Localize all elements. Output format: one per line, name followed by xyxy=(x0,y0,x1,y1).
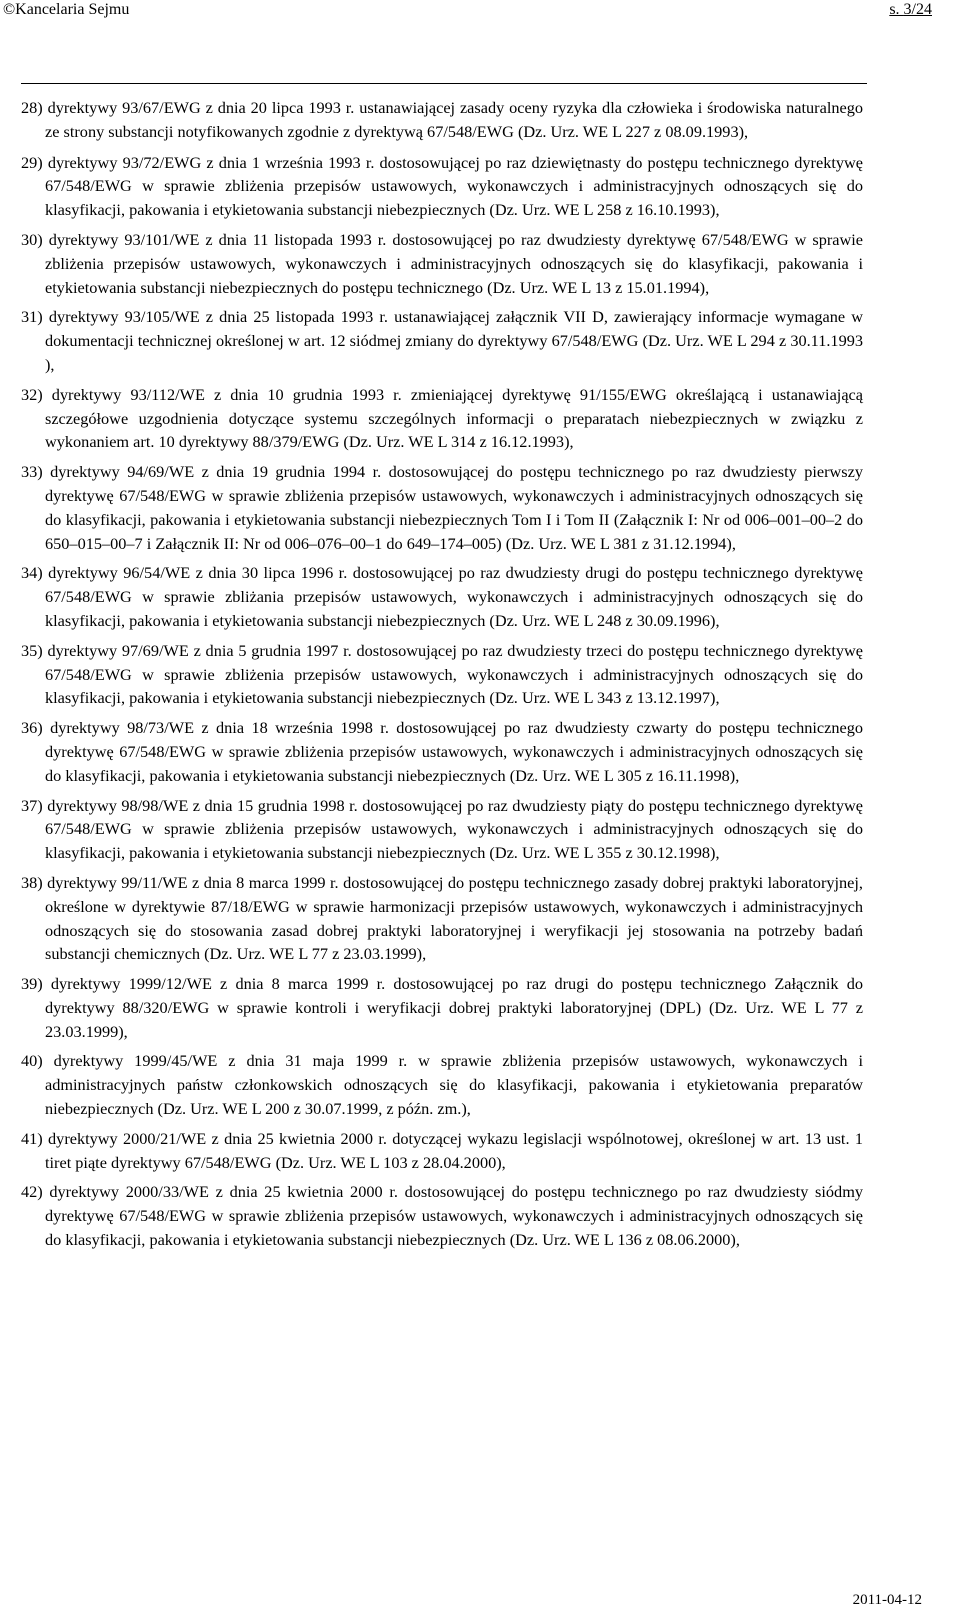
list-item: 35) dyrektywy 97/69/WE z dnia 5 grudnia 1997 r. dostosowującej po raz dwudziesty trzeci do postępu technicznego dyrektywę 67/548/EWG w sprawie zbliżenia przepisów ustawowych, wykonawczych i administracyjnych odnoszących się do klasyfikacji, pakowania i etykietowania substancji niebezpiecznych (Dz. Urz. WE L 343 z 13.12.1997), xyxy=(21,640,863,708)
list-item: 30) dyrektywy 93/101/WE z dnia 11 listopada 1993 r. dostosowującej po raz dwudziesty dyrektywę 67/548/EWG w sprawie zbliżenia przepisów ustawowych, wykonawczych i administracyjnych odnoszących się do klasyfikacji, pakowania i etykietowania substancji niebezpiecznych do postępu technicznego (Dz. Urz. WE L 13 z 15.01.1994), xyxy=(21,229,863,297)
page-header xyxy=(0,0,960,24)
list-item: 41) dyrektywy 2000/21/WE z dnia 25 kwietnia 2000 r. dotyczącej wykazu legislacji wspólnotowej, określonej w art. 13 ust. 1 tiret piąte dyrektywy 67/548/EWG (Dz. Urz. WE L 103 z 28.04.2000), xyxy=(21,1128,863,1172)
copyright-label: ©Kancelaria Sejmu xyxy=(3,1,130,18)
list-item: 29) dyrektywy 93/72/EWG z dnia 1 września 1993 r. dostosowującej po raz dziewiętnasty do postępu technicznego dyrektywę 67/548/EWG w sprawie zbliżenia przepisów ustawowych, wykonawczych i administracyjnych odnoszących się do klasyfikacji, pakowania i etykietowania substancji niebezpiecznych (Dz. Urz. WE L 258 z 16.10.1993), xyxy=(21,152,863,220)
list-item: 33) dyrektywy 94/69/WE z dnia 19 grudnia 1994 r. dostosowującej do postępu technicznego po raz dwudziesty pierwszy dyrektywę 67/548/EWG w sprawie zbliżenia przepisów ustawowych, wykonawczych i administracyjnych odnoszących się do klasyfikacji, pakowania i etykietowania substancji niebezpiecznych Tom I i Tom II (Załącznik I: Nr od 006–001–00–2 do 650–015–00–7 i Załącznik II: Nr od 006–076–00–1 do 649–174–005) (Dz. Urz. WE L 381 z 31.12.1994), xyxy=(21,462,863,553)
page-number[interactable] xyxy=(889,1,932,19)
list-item: 34) dyrektywy 96/54/WE z dnia 30 lipca 1996 r. dostosowującej po raz dwudziesty drugi do postępu technicznego dyrektywę 67/548/EWG w sprawie zbliżania przepisów ustawowych, wykonawczych i administracyjnych odnoszących się do klasyfikacji, pakowania i etykietowania substancji niebezpiecznych (Dz. Urz. WE L 248 z 30.09.1996), xyxy=(21,563,863,630)
page-prefix: s. xyxy=(889,1,904,18)
list-item: 28) dyrektywy 93/67/EWG z dnia 20 lipca 1993 r. ustanawiającej zasady oceny ryzyka dla człowieka i środowiska naturalnego ze strony substancji notyfikowanych zgodnie z dyrektywą 67/548/EWG (Dz. Urz. WE L 227 z 08.09.1993), xyxy=(21,98,863,141)
directive-list xyxy=(21,96,863,1258)
list-item: 37) dyrektywy 98/98/WE z dnia 15 grudnia 1998 r. dostosowującej po raz dwudziesty piąty do postępu technicznego dyrektywę 67/548/EWG w sprawie zbliżenia przepisów ustawowych, wykonawczych i administracyjnych odnoszących się do klasyfikacji, pakowania i etykietowania substancji niebezpiecznych (Dz. Urz. WE L 355 z 30.12.1998), xyxy=(21,795,863,863)
list-item: 32) dyrektywy 93/112/WE z dnia 10 grudnia 1993 r. zmieniającej dyrektywę 91/155/EWG określającą i ustanawiającą szczegółowe uzgodnienia dotyczące systemu szczególnych informacji o preparatach niebezpiecznych w związku z wykonaniem art. 10 dyrektywy 88/379/EWG (Dz. Urz. WE L 314 z 16.12.1993), xyxy=(21,384,863,452)
list-item: 42) dyrektywy 2000/33/WE z dnia 25 kwietnia 2000 r. dostosowującej do postępu technicznego po raz dwudziesty siódmy dyrektywę 67/548/EWG w sprawie zbliżenia przepisów ustawowych, wykonawczych i administracyjnych odnoszących się do klasyfikacji, pakowania i etykietowania substancji niebezpiecznych (Dz. Urz. WE L 136 z 08.06.2000), xyxy=(21,1182,863,1250)
header-divider xyxy=(21,83,867,84)
list-item: 40) dyrektywy 1999/45/WE z dnia 31 maja 1999 r. w sprawie zbliżenia przepisów ustawowych, wykonawczych i administracyjnych państw członkowskich odnoszących się do klasyfikacji, pakowania i etykietowania preparatów niebezpiecznych (Dz. Urz. WE L 200 z 30.07.1999, z późn. zm.), xyxy=(21,1051,863,1119)
footer-date: 2011-04-12 xyxy=(852,1592,922,1608)
list-item: 36) dyrektywy 98/73/WE z dnia 18 września 1998 r. dostosowującej po raz dwudziesty czwarty do postępu technicznego dyrektywę 67/548/EWG w sprawie zbliżenia przepisów ustawowych, wykonawczych i administracyjnych odnoszących się do klasyfikacji, pakowania i etykietowania substancji niebezpiecznych (Dz. Urz. WE L 305 z 16.11.1998), xyxy=(21,718,863,785)
page-value: 3/24 xyxy=(903,1,932,18)
list-item: 39) dyrektywy 1999/12/WE z dnia 8 marca 1999 r. dostosowującej po raz drugi do postępu technicznego Załącznik do dyrektywy 88/320/EWG w sprawie kontroli i weryfikacji dobrej praktyki laboratoryjnej (DPL) (Dz. Urz. WE L 77 z 23.03.1999), xyxy=(21,974,863,1041)
list-item: 31) dyrektywy 93/105/WE z dnia 25 listopada 1993 r. ustanawiającej załącznik VII D, zawierający informacje wymagane w dokumentacji technicznej określonej w art. 12 siódmej zmiany do dyrektywy 67/548/EWG (Dz. Urz. WE L 294 z 30.11.1993 ), xyxy=(21,307,863,374)
page-number-link[interactable] xyxy=(889,1,932,18)
list-item: 38) dyrektywy 99/11/WE z dnia 8 marca 1999 r. dostosowującej do postępu technicznego zasady dobrej praktyki laboratoryjnej, określone w dyrektywie 87/18/EWG w sprawie harmonizacji przepisów ustawowych, wykonawczych i administracyjnych odnoszących się do stosowania zasad dobrej praktyki laboratoryjnej i weryfikacji jej stosowania na potrzeby badań substancji chemicznych (Dz. Urz. WE L 77 z 23.03.1999), xyxy=(21,872,863,964)
